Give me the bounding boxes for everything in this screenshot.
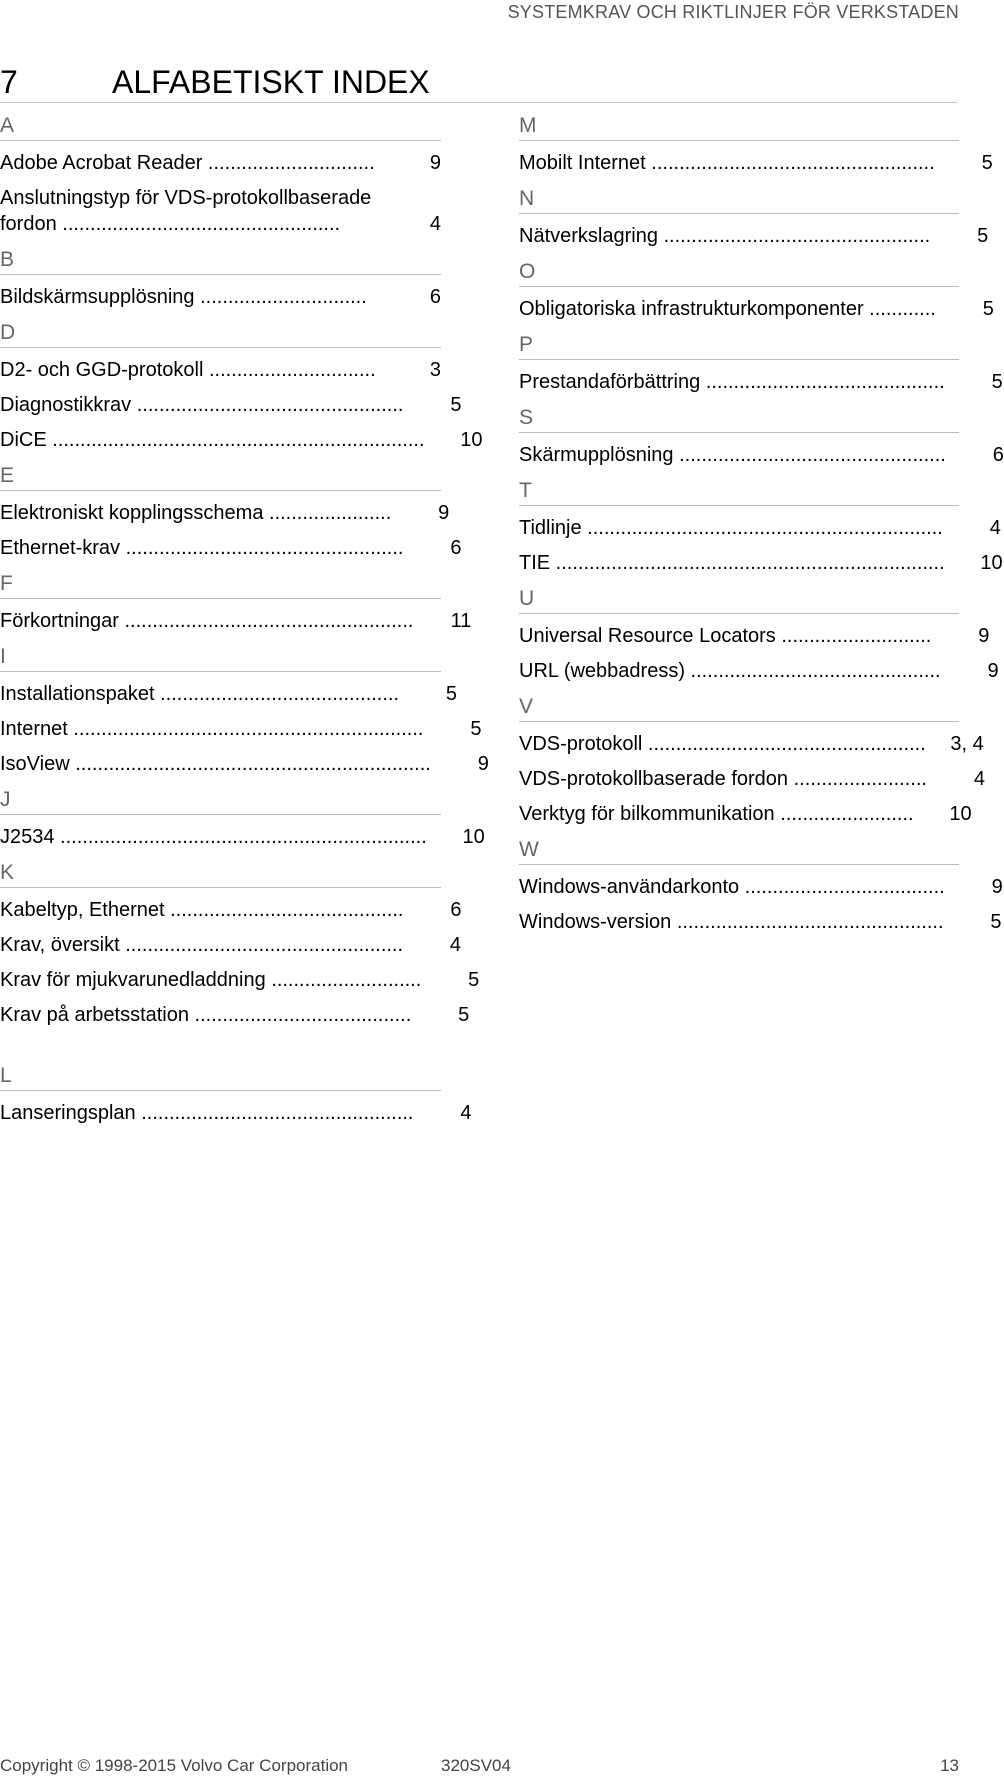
index-entry-page: 11 [450, 610, 472, 632]
index-entry-term: Kabeltyp, Ethernet .......................................... [0, 899, 404, 921]
index-entry-page: 5 [445, 683, 458, 705]
index-entry-page: 5 [977, 225, 989, 247]
index-entry-page: 5 [458, 1004, 470, 1026]
index-entry-term: J2534 .................................................................. [0, 826, 427, 848]
index-entry-page: 5 [450, 394, 462, 416]
index-letter-heading: J [0, 786, 441, 815]
index-entry[interactable] [0, 932, 462, 958]
index-entry-term: D2- och GGD-protokoll .............................. [0, 359, 376, 381]
index-entry-term: Adobe Acrobat Reader .............................. [0, 152, 375, 174]
index-entry[interactable] [0, 824, 485, 850]
index-entry-term: Elektroniskt kopplingsschema ...................... [0, 502, 392, 524]
index-entry-term: Anslutningstyp för VDS-protokollbaserade fordon .................................................. [0, 187, 372, 235]
index-entry-term: VDS-protokollbaserade fordon ........................ [519, 768, 927, 790]
index-entry-page: 9 [987, 660, 999, 682]
index-entry-page: 4 [460, 1102, 472, 1124]
index-entry[interactable] [0, 357, 441, 383]
index-entry-term: Ethernet-krav .................................................. [0, 537, 404, 559]
index-entry[interactable] [0, 967, 480, 993]
index-group-k [0, 859, 480, 1028]
index-entry[interactable] [0, 751, 489, 777]
index-group-n [519, 185, 989, 249]
index-entry[interactable] [519, 623, 990, 649]
index-group-u [519, 585, 999, 684]
index-entry-page: 9 [978, 625, 990, 647]
index-entry[interactable] [519, 766, 985, 792]
index-group-p [519, 331, 1003, 395]
index-entry-term: Skärmupplösning ................................................ [519, 444, 946, 466]
index-entry[interactable] [0, 897, 462, 923]
index-entry[interactable] [0, 608, 472, 634]
index-entry-term: VDS-protokoll .................................................. [519, 733, 926, 755]
index-entry[interactable] [519, 550, 1003, 576]
index-entry-page: 5 [470, 718, 482, 740]
index-entry[interactable] [519, 369, 1003, 395]
running-header: SYSTEMKRAV OCH RIKTLINJER FÖR VERKSTADEN [507, 2, 959, 22]
index-entry[interactable] [0, 535, 462, 561]
index-letter-heading: V [519, 693, 959, 722]
index-entry-page: 3, 4 [950, 733, 984, 755]
index-group-e [0, 462, 462, 561]
index-entry-term: Prestandaförbättring ........................................... [519, 371, 945, 393]
index-entry-page: 10 [980, 552, 1003, 574]
index-entry-page: 4 [429, 213, 441, 235]
index-letter-heading: T [519, 477, 959, 506]
index-entry-page: 5 [981, 152, 993, 174]
index-group-f [0, 570, 472, 634]
index-entry-term: URL (webbadress) ............................................. [519, 660, 941, 682]
index-column-right [519, 108, 1004, 944]
index-entry-term: Windows-användarkonto .................................... [519, 876, 945, 898]
index-entry[interactable] [0, 500, 450, 526]
index-entry-term: Windows-version ................................................ [519, 911, 944, 933]
chapter-title: ALFABETISKT INDEX [112, 64, 430, 100]
index-entry-page: 6 [429, 286, 441, 308]
index-letter-heading: S [519, 404, 959, 433]
index-entry-term: DiCE ................................................................... [0, 429, 425, 451]
index-letter-heading: L [0, 1062, 441, 1091]
page-footer [0, 1756, 960, 1778]
index-entry[interactable] [519, 442, 1004, 468]
index-group-a [0, 112, 441, 237]
index-entry-term: Obligatoriska infrastrukturkomponenter ............ [519, 298, 936, 320]
index-letter-heading: U [519, 585, 959, 614]
chapter-heading [0, 64, 960, 102]
chapter-divider [0, 102, 958, 103]
index-entry-term: Förkortningar .................................................... [0, 610, 414, 632]
index-group-i [0, 643, 489, 777]
index-letter-heading: E [0, 462, 441, 491]
index-group-j [0, 786, 485, 850]
index-entry[interactable] [0, 427, 483, 453]
index-entry-term: Diagnostikkrav ................................................ [0, 394, 404, 416]
index-entry-page: 9 [438, 502, 450, 524]
index-entry-term: Nätverkslagring ................................................ [519, 225, 931, 247]
index-letter-heading: A [0, 112, 441, 141]
index-group-v [519, 693, 985, 827]
index-group-l [0, 1062, 472, 1126]
index-entry-page: 5 [990, 911, 1002, 933]
index-entry[interactable] [519, 515, 1001, 541]
index-entry-page: 6 [992, 444, 1004, 466]
index-entry-term: Bildskärmsupplösning .............................. [0, 286, 367, 308]
index-entry-page: 5 [991, 371, 1003, 393]
index-group-m [519, 112, 993, 176]
index-entry-term: Universal Resource Locators ........................... [519, 625, 932, 647]
index-column-left [0, 108, 489, 1135]
index-entry-term: Installationspaket ........................................... [0, 683, 400, 705]
index-entry[interactable] [519, 658, 999, 684]
index-letter-heading: O [519, 258, 959, 287]
index-letter-heading: M [519, 112, 959, 141]
index-group-s [519, 404, 1004, 468]
index-letter-heading: I [0, 643, 441, 672]
index-entry-page: 4 [989, 517, 1001, 539]
index-letter-heading: D [0, 319, 441, 348]
index-entry-term: Krav, översikt .................................................. [0, 934, 404, 956]
index-entry-page: 9 [429, 152, 441, 174]
index-entry-page: 3 [429, 359, 441, 381]
index-entry-page: 4 [973, 768, 985, 790]
index-entry-page: 4 [449, 934, 462, 956]
index-entry[interactable] [519, 150, 993, 176]
index-entry[interactable] [519, 296, 994, 322]
index-group-d [0, 319, 483, 453]
index-letter-heading: N [519, 185, 959, 214]
index-entry-term: Mobilt Internet ................................................... [519, 152, 935, 174]
index-letter-heading: B [0, 246, 441, 275]
index-entry[interactable] [0, 681, 458, 707]
index-group-t [519, 477, 1003, 576]
index-entry[interactable] [519, 909, 1002, 935]
index-entry[interactable] [0, 716, 482, 742]
index-entry-page: 9 [991, 876, 1003, 898]
index-entry[interactable] [0, 284, 441, 310]
index-entry-page: 5 [468, 969, 480, 991]
footer-page-number: 13 [940, 1756, 959, 1775]
index-entry-term: Tidlinje ................................................................ [519, 517, 943, 539]
index-entry[interactable] [519, 731, 984, 757]
index-letter-heading: K [0, 859, 441, 888]
index-entry-page: 6 [450, 899, 462, 921]
index-entry[interactable] [0, 1100, 472, 1126]
footer-copyright: Copyright © 1998-2015 Volvo Car Corporation [0, 1756, 349, 1775]
chapter-number: 7 [0, 64, 18, 100]
index-entry-page: 9 [477, 753, 489, 775]
index-group-b [0, 246, 441, 310]
index-entry-page: 6 [450, 537, 462, 559]
footer-doc-id: 320SV04 [441, 1756, 511, 1775]
index-letter-heading: F [0, 570, 441, 599]
index-entry-page: 5 [982, 298, 994, 320]
index-letter-heading: W [519, 836, 959, 865]
index-entry-term: Lanseringsplan ................................................. [0, 1102, 414, 1124]
index-entry[interactable] [0, 150, 441, 176]
index-entry-page: 10 [462, 826, 485, 848]
index-entry-term: IsoView ................................................................ [0, 753, 431, 775]
index-entry[interactable] [519, 223, 989, 249]
index-entry[interactable] [0, 1002, 470, 1028]
index-entry-term: Verktyg för bilkommunikation ........................ [519, 803, 914, 825]
index-entry-term: TIE ...................................................................... [519, 552, 945, 574]
index-entry-term: Krav på arbetsstation ....................................... [0, 1004, 412, 1026]
index-entry-page: 10 [460, 429, 483, 451]
index-group-o [519, 258, 994, 322]
index-entry-page: 10 [949, 803, 972, 825]
index-entry-term: Krav för mjukvarunedladdning ........................... [0, 969, 422, 991]
index-entry[interactable] [519, 801, 972, 827]
index-entry[interactable] [0, 392, 462, 418]
index-entry-term: Internet ............................................................... [0, 718, 424, 740]
index-entry[interactable] [519, 874, 1003, 900]
index-entry[interactable] [0, 185, 441, 237]
index-letter-heading: P [519, 331, 959, 360]
index-group-w [519, 836, 1003, 935]
